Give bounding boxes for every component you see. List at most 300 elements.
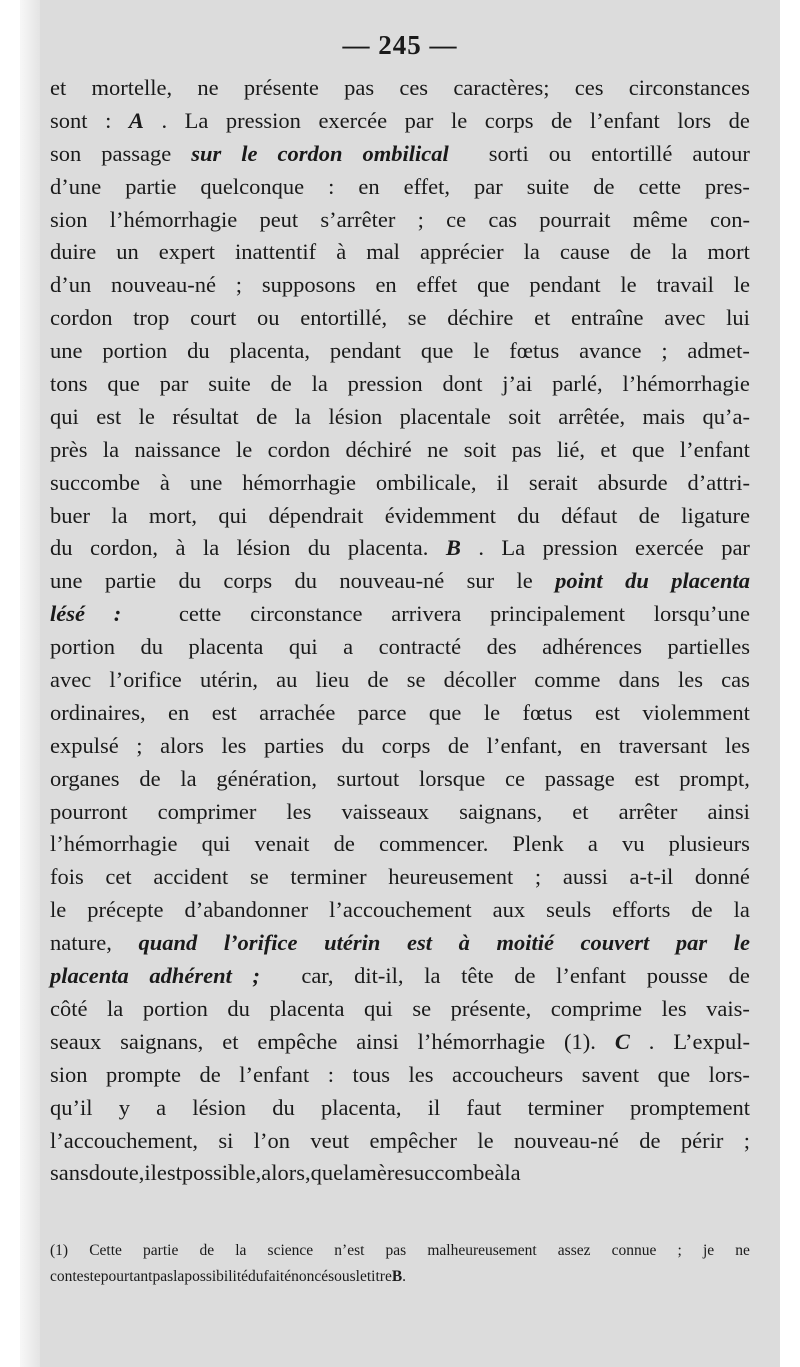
footnote-word: .: [402, 1268, 407, 1285]
text-word: sorti: [488, 140, 529, 166]
text-word: déchire: [447, 305, 514, 331]
text-word: utérin,: [199, 667, 259, 693]
text-word: nature,: [50, 930, 112, 956]
text-word: son: [50, 140, 82, 166]
text-line: [50, 730, 750, 763]
text-word: qui: [364, 995, 393, 1021]
text-word: ces: [399, 75, 429, 100]
text-line: [50, 697, 750, 730]
text-word: parce: [357, 699, 407, 725]
text-word: de: [639, 1127, 661, 1153]
text-word: du: [294, 568, 317, 594]
text-word: d’abandonner: [184, 897, 309, 923]
text-word: arrachée: [259, 699, 336, 725]
text-word: supposons: [261, 272, 356, 298]
text-word: terminer: [290, 864, 367, 890]
footnote-word: connue: [611, 1242, 657, 1259]
text-line: [50, 368, 750, 401]
text-word: de: [514, 963, 536, 989]
text-word: que: [477, 272, 510, 298]
text-word: efforts: [612, 897, 671, 923]
text-word: en: [168, 699, 190, 725]
text-word: comprime: [550, 995, 643, 1021]
footnote-word: pas: [152, 1268, 174, 1285]
text-word: fœtus: [509, 338, 560, 364]
text-word: de: [691, 897, 713, 923]
text-word: dont: [442, 371, 483, 397]
text-word: les: [221, 732, 247, 758]
text-word: vu: [622, 831, 645, 857]
text-word: ombilical: [362, 140, 449, 166]
text-word: par: [675, 930, 708, 956]
text-word: mère: [359, 1160, 405, 1186]
text-line: [50, 532, 750, 565]
text-word: partielles: [667, 634, 750, 660]
text-word: corps: [223, 568, 273, 594]
text-word: du: [50, 535, 73, 561]
text-word: la: [102, 436, 120, 462]
text-word: ou: [548, 140, 572, 166]
text-word: B: [445, 535, 461, 561]
text-word: mais: [642, 403, 686, 429]
text-word: lui: [726, 305, 750, 331]
text-word: du: [341, 732, 365, 758]
text-word: placenta: [269, 995, 345, 1021]
text-word: il: [144, 1160, 157, 1186]
text-word: lésion: [328, 403, 383, 429]
text-word: apprécier: [419, 239, 504, 265]
text-word: d’attri-: [687, 469, 750, 495]
footnote-word: n’est: [334, 1242, 365, 1259]
text-word: succombe: [404, 1160, 495, 1186]
text-word: :: [113, 601, 122, 627]
text-word: ainsi: [707, 798, 750, 824]
text-word: d’une: [50, 173, 102, 199]
text-word: sion: [50, 1061, 88, 1087]
text-word: la: [180, 765, 197, 791]
text-word: quelconque: [200, 173, 305, 199]
text-word: qui: [218, 502, 248, 528]
text-word: :: [327, 1061, 334, 1087]
text-word: tons: [50, 371, 88, 397]
text-word: le: [516, 568, 533, 594]
footnote-word: B: [391, 1268, 403, 1285]
text-word: l’enfant: [589, 107, 660, 133]
text-line: [50, 204, 750, 237]
text-word: portion: [142, 995, 208, 1021]
text-word: accoucheurs: [452, 1061, 564, 1087]
footnote-word: pourtant: [100, 1268, 153, 1285]
footnote-word: partie: [143, 1242, 179, 1259]
text-word: quand: [138, 930, 198, 956]
text-word: évidemment: [384, 502, 496, 528]
text-line: [50, 105, 750, 138]
text-word: ;: [534, 864, 542, 890]
text-word: l’accouchement,: [50, 1127, 199, 1153]
text-word: veut: [310, 1127, 350, 1153]
text-word: est: [594, 699, 620, 725]
footnote-word: pas: [385, 1242, 407, 1259]
text-word: sans: [50, 1160, 89, 1186]
text-word: adhérent: [149, 963, 232, 989]
text-word: point: [555, 568, 603, 594]
text-word: saignans,: [459, 798, 543, 824]
text-word: de: [593, 173, 615, 199]
text-word: déchiré: [345, 436, 412, 462]
text-word: l’hémorrhagie: [109, 206, 238, 232]
text-word: nouveau-né: [513, 1127, 619, 1153]
text-word: lorsqu’une: [653, 601, 750, 627]
text-word: placenta,: [320, 1094, 402, 1120]
text-word: l’enfant,: [486, 732, 563, 758]
text-word: que: [428, 699, 462, 725]
text-word: de: [199, 1061, 221, 1087]
text-word: a: [343, 634, 354, 660]
text-word: la: [294, 403, 312, 429]
text-word: vais-: [706, 995, 750, 1021]
footnote-word: la: [235, 1242, 247, 1259]
text-word: vaisseaux: [341, 798, 429, 824]
text-word: prompte: [106, 1061, 181, 1087]
text-word: placenta,: [229, 338, 311, 364]
text-word: faut: [466, 1094, 502, 1120]
text-word: résultat: [172, 403, 239, 429]
text-word: l’orifice: [223, 930, 298, 956]
text-word: sont: [50, 107, 88, 133]
text-word: pourront: [50, 798, 128, 824]
text-word: l’enfant: [679, 436, 750, 462]
text-word: l’accouchement: [329, 897, 472, 923]
text-word: expert: [158, 239, 215, 265]
footnote-word: ne: [735, 1242, 750, 1259]
footnote-line: [50, 1238, 750, 1264]
text-word: pression: [542, 535, 618, 561]
text-word: présente,: [450, 995, 532, 1021]
footnote-word: titre: [366, 1268, 392, 1285]
text-word: du: [187, 338, 210, 364]
text-word: mort,: [148, 502, 198, 528]
text-word: du: [307, 535, 331, 561]
text-word: du: [625, 568, 649, 594]
text-word: arrêter: [618, 798, 678, 824]
footnote-word: science: [267, 1242, 314, 1259]
text-line: [50, 467, 750, 500]
text-line: [50, 335, 750, 368]
text-word: à: [336, 239, 347, 265]
text-word: que: [310, 1160, 344, 1186]
text-word: entortillé: [591, 140, 673, 166]
text-word: les: [286, 798, 312, 824]
text-word: de: [333, 831, 355, 857]
text-word: de: [728, 963, 750, 989]
text-word: et: [600, 436, 617, 462]
text-word: terminer: [527, 1094, 604, 1120]
text-word: cette: [178, 601, 222, 627]
text-word: autour: [692, 140, 750, 166]
text-word: l’orifice: [109, 667, 182, 693]
text-word: la: [424, 963, 441, 989]
text-word: lors-: [708, 1061, 750, 1087]
text-word: de: [629, 239, 652, 265]
book-page: [20, 0, 780, 1367]
text-word: La: [501, 535, 526, 561]
text-word: soit: [463, 436, 497, 462]
text-word: d’un: [50, 272, 92, 298]
text-word: cause: [559, 239, 610, 265]
text-word: surtout: [336, 765, 400, 791]
text-word: adhérences: [542, 634, 642, 660]
text-line: [50, 302, 750, 335]
text-word: pression: [225, 107, 301, 133]
footnote-word: conteste: [50, 1268, 101, 1285]
text-word: peut: [259, 206, 299, 232]
text-word: la: [733, 897, 750, 923]
footnote-word: (1): [50, 1242, 69, 1259]
text-word: accident: [153, 864, 229, 890]
text-word: est: [407, 930, 432, 956]
text-word: l’hémorrhagie: [622, 371, 750, 397]
text-word: parlé,: [552, 371, 603, 397]
text-word: pendant: [329, 338, 402, 364]
text-word: par: [721, 535, 750, 561]
text-word: car,: [301, 963, 334, 989]
text-word: commencer.: [379, 831, 489, 857]
text-word: nouveau-né: [339, 568, 445, 594]
text-word: sur: [191, 140, 222, 166]
text-word: venait: [254, 831, 310, 857]
text-word: utérin: [324, 930, 381, 956]
text-word: naissance: [134, 436, 221, 462]
text-word: saignans,: [120, 1028, 204, 1054]
text-word: ombilicale,: [375, 469, 477, 495]
text-word: placenta: [188, 634, 264, 660]
text-word: est: [156, 1160, 182, 1186]
text-word: du: [517, 502, 540, 528]
text-word: les: [408, 1061, 434, 1087]
text-word: présente: [243, 75, 319, 100]
text-word: (1).: [564, 1028, 596, 1054]
text-word: a-t-il: [629, 864, 674, 890]
text-word: La: [184, 107, 209, 133]
text-line: [50, 565, 750, 598]
text-word: corps: [484, 107, 534, 133]
text-word: lié,: [556, 436, 586, 462]
text-word: que: [657, 1061, 691, 1087]
text-word: il: [496, 469, 509, 495]
text-line: [50, 1157, 750, 1190]
footnote-word: énoncé: [284, 1268, 329, 1285]
text-word: travail: [656, 272, 714, 298]
text-word: à: [159, 469, 170, 495]
text-word: comme: [534, 667, 601, 693]
text-word: au: [276, 667, 298, 693]
text-line: [50, 861, 750, 894]
text-word: du: [178, 568, 201, 594]
text-word: l’hémorrhagie: [50, 831, 178, 857]
text-word: la: [202, 535, 220, 561]
text-word: la: [523, 239, 540, 265]
text-word: ce: [446, 206, 467, 232]
text-word: mortelle,: [91, 75, 173, 100]
text-word: A: [128, 107, 144, 133]
text-word: aux: [492, 897, 526, 923]
footnote-word: du: [248, 1268, 264, 1285]
text-word: alors,: [261, 1160, 311, 1186]
text-word: comprimer: [157, 798, 257, 824]
text-word: lieu: [315, 667, 350, 693]
text-word: moitié: [496, 930, 554, 956]
text-word: placenta: [50, 963, 129, 989]
text-word: décoller: [443, 667, 517, 693]
text-word: lésion: [192, 1094, 247, 1120]
text-word: mal: [366, 239, 400, 265]
text-word: un: [116, 239, 139, 265]
text-word: ces: [574, 75, 604, 100]
text-word: ou: [257, 305, 280, 331]
text-word: hémorrhagie: [242, 469, 356, 495]
text-word: qui: [50, 403, 79, 429]
text-line: [50, 894, 750, 927]
text-word: ;: [743, 1127, 750, 1153]
text-word: près: [50, 436, 88, 462]
text-word: pousse: [646, 963, 708, 989]
text-word: la: [343, 1160, 360, 1186]
footnote-word: de: [199, 1242, 215, 1259]
text-word: le: [483, 699, 501, 725]
text-word: caractères;: [453, 75, 550, 100]
text-word: soit: [508, 403, 541, 429]
text-word: qui: [201, 831, 231, 857]
text-word: le: [50, 897, 67, 923]
text-word: a: [587, 831, 598, 857]
text-word: de: [256, 403, 278, 429]
text-word: se: [412, 995, 432, 1021]
text-word: le: [733, 930, 750, 956]
text-word: cordon: [267, 436, 331, 462]
text-word: ;: [661, 338, 668, 364]
footnote-word: le: [355, 1268, 367, 1285]
text-word: s’arrêter: [320, 206, 396, 232]
text-word: du: [272, 1094, 295, 1120]
text-word: buer: [50, 502, 90, 528]
text-word: lors: [677, 107, 712, 133]
text-line: [50, 960, 750, 993]
text-line: [50, 1059, 750, 1092]
text-word: donné: [694, 864, 750, 890]
text-word: par: [404, 107, 434, 133]
text-word: et: [222, 1028, 239, 1054]
text-word: y: [118, 1094, 130, 1120]
text-word: pression: [347, 371, 423, 397]
text-word: corps: [381, 732, 431, 758]
text-word: périr: [680, 1127, 724, 1153]
text-word: qu’il: [50, 1094, 93, 1120]
text-word: le: [473, 338, 490, 364]
text-word: que: [632, 436, 665, 462]
text-word: même: [632, 206, 688, 232]
text-word: effet,: [403, 173, 451, 199]
text-word: la: [311, 371, 328, 397]
footnote-word: malheureusement: [427, 1242, 537, 1259]
text-word: qui: [288, 634, 318, 660]
text-line: [50, 763, 750, 796]
text-word: mort: [707, 239, 750, 265]
text-line: [50, 434, 750, 467]
text-word: le: [620, 272, 637, 298]
text-word: dans: [618, 667, 660, 693]
text-word: absurde: [597, 469, 668, 495]
text-word: cette: [638, 173, 681, 199]
text-word: portion: [50, 634, 115, 660]
text-line: [50, 138, 750, 171]
text-word: placenta: [671, 568, 750, 594]
text-word: une: [189, 469, 223, 495]
text-word: précepte: [87, 897, 164, 923]
text-word: expulsé: [50, 732, 119, 758]
text-word: .: [161, 107, 168, 133]
text-word: nouveau-né: [111, 272, 216, 298]
text-word: C: [614, 1028, 630, 1054]
body-text: [50, 72, 750, 1190]
text-word: succombe: [50, 469, 140, 495]
text-word: .: [478, 535, 484, 561]
text-word: lésion: [236, 535, 291, 561]
text-word: j’ai: [502, 371, 533, 397]
text-word: fœtus: [522, 699, 573, 725]
text-word: des: [486, 634, 517, 660]
text-word: ainsi: [356, 1028, 399, 1054]
text-line: [50, 269, 750, 302]
text-word: sur: [466, 568, 495, 594]
text-word: empêcher: [369, 1127, 457, 1153]
text-word: se: [249, 864, 269, 890]
text-word: lésé: [50, 601, 85, 627]
text-word: est: [211, 699, 237, 725]
text-word: les: [661, 995, 687, 1021]
text-word: .: [648, 1028, 655, 1054]
text-word: cordon: [50, 305, 113, 331]
text-line: [50, 664, 750, 697]
text-word: court: [190, 305, 237, 331]
text-word: ordinaires,: [50, 699, 146, 725]
text-word: seaux: [50, 1028, 102, 1054]
text-word: les: [678, 667, 703, 693]
text-line: [50, 927, 750, 960]
text-word: si: [218, 1127, 234, 1153]
text-word: pendant: [529, 272, 601, 298]
text-word: tête: [461, 963, 494, 989]
text-word: ;: [235, 272, 243, 298]
text-word: l’on: [253, 1127, 291, 1153]
footnote-word: possibilité: [184, 1268, 249, 1285]
text-word: con-: [709, 206, 750, 232]
text-word: circonstance: [250, 601, 363, 627]
text-word: l’hémorrhagie: [417, 1028, 546, 1054]
text-word: par: [474, 173, 503, 199]
footnote-word: assez: [557, 1242, 591, 1259]
text-word: est: [96, 403, 122, 429]
text-word: le: [241, 140, 258, 166]
text-word: à: [458, 930, 470, 956]
page-number: — 245 —: [342, 30, 458, 60]
text-word: se: [406, 667, 426, 693]
text-word: cet: [105, 864, 132, 890]
text-word: fois: [50, 864, 84, 890]
text-word: que: [420, 338, 454, 364]
text-word: entortillé,: [300, 305, 388, 331]
text-word: de: [447, 732, 470, 758]
text-line: [50, 828, 750, 861]
